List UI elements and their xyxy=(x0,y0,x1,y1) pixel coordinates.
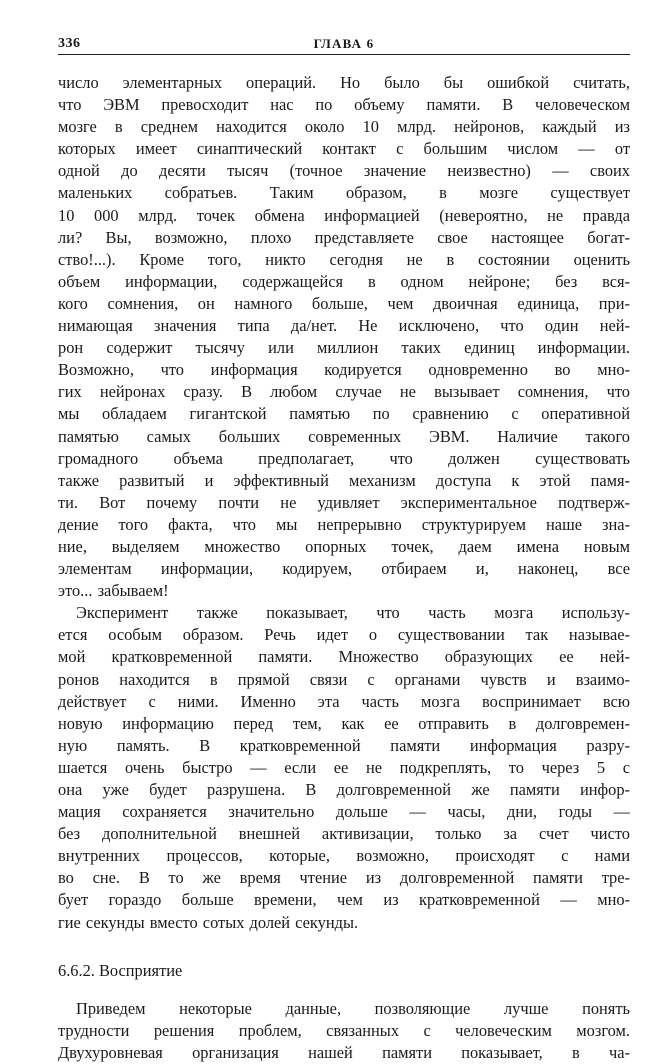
body-paragraph-1 xyxy=(58,72,630,602)
text-line: новую информацию перед тем, как ее отправить в долговремен- xyxy=(58,713,630,733)
text-line: Двухуровневая организация нашей памяти показывает, в ча- xyxy=(58,1042,630,1062)
text-line: мозге в среднем находится около 10 млрд. нейронов, каждый из xyxy=(58,117,630,137)
text-line: это... забываем! xyxy=(58,581,169,601)
text-line: ронов находится в прямой связи с органами чувств и взаимо- xyxy=(58,669,630,689)
text-line: маленьких собратьев. Таким образом, в мозге существует xyxy=(58,183,630,203)
text-line: 10 000 млрд. точек обмена информацией (невероятно, не правда xyxy=(58,205,630,225)
text-line: без дополнительной внешней активизации, только за счет чисто xyxy=(58,824,630,844)
text-line: мы обладаем гигантской памятью по сравнению с оперативной xyxy=(58,404,630,424)
text-line: внутренних процессов, которые, возможно, происходят с нами xyxy=(58,846,630,866)
text-line: мой кратковременной памяти. Множество образующих ее ней- xyxy=(58,647,630,667)
text-line: мация сохраняется значительно дольше — часы, дни, годы — xyxy=(58,802,630,822)
text-line: одной до десяти тысяч (точное значение неизвестно) — своих xyxy=(58,161,630,181)
text-line: ти. Вот почему почти не удивляет экспериментальное подтверж- xyxy=(58,492,630,512)
text-line: трудности решения проблем, связанных с человеческим мозгом. xyxy=(58,1020,630,1040)
text-line: дение того факта, что мы непрерывно структурируем наше зна- xyxy=(58,514,630,534)
running-header xyxy=(58,30,630,55)
body-paragraph-3 xyxy=(58,998,630,1064)
text-line: кого сомнения, он намного больше, чем двоичная единица, при- xyxy=(58,293,630,313)
body-paragraph-2 xyxy=(58,602,630,933)
text-line: ли? Вы, возможно, плохо представляете свое настоящее богат- xyxy=(58,227,630,247)
text-line: рон содержит тысячу или миллион таких единиц информации. xyxy=(58,338,630,358)
text-line: Приведем некоторые данные, позволяющие лучше понять xyxy=(76,998,630,1018)
section-heading: 6.6.2. Восприятие xyxy=(58,960,183,980)
text-line: шается очень быстро — если ее не подкреплять, то через 5 с xyxy=(58,757,630,777)
book-page xyxy=(58,30,630,1064)
text-line: бует гораздо больше времени, чем из кратковременной — мно- xyxy=(58,890,630,910)
text-line: ется особым образом. Речь идет о существовании так называе- xyxy=(58,625,630,645)
text-line: памятью самых больших современных ЭВМ. Наличие такого xyxy=(58,426,630,446)
text-line: она уже будет разрушена. В долговременной же памяти инфор- xyxy=(58,780,630,799)
text-line: громадного объема предполагает, что должен существовать xyxy=(58,448,630,468)
text-line: гие секунды вместо сотых долей секунды. xyxy=(58,912,359,932)
text-line: объем информации, содержащейся в одном нейроне; без вся- xyxy=(58,271,630,291)
text-line: нимающая значения типа да/нет. Не исключено, что один ней- xyxy=(58,316,630,336)
text-line: которых имеет синаптический контакт с большим числом — от xyxy=(58,139,630,159)
text-line: элементам информации, кодируем, отбираем и, наконец, все xyxy=(58,559,630,579)
text-line: также развитый и эффективный механизм доступа к этой памя- xyxy=(58,470,630,490)
text-line: Эксперимент также показывает, что часть мозга использу- xyxy=(76,603,630,623)
text-line: во сне. В то же время чтение из долговременной памяти тре- xyxy=(58,868,630,888)
text-line: действует с ними. Именно эта часть мозга воспринимает всю xyxy=(58,691,630,711)
text-line: ние, выделяем множество опорных точек, даем имена новым xyxy=(58,536,630,556)
text-line: ство!...). Кроме того, никто сегодня не в состоянии оценить xyxy=(58,249,630,269)
text-line: ную память. В кратковременной памяти информация разру- xyxy=(58,735,630,755)
text-line: число элементарных операций. Но было бы ошибкой считать, xyxy=(58,73,630,92)
page-number: 336 xyxy=(58,36,81,51)
chapter-title: ГЛАВА 6 xyxy=(313,36,375,51)
text-line: гих нейронах сразу. В любом случае не вызывает сомнения, что xyxy=(58,382,630,402)
text-line: Возможно, что информация кодируется одновременно во мно- xyxy=(58,360,630,380)
text-line: что ЭВМ превосходит нас по объему памяти. В человеческом xyxy=(58,95,630,115)
